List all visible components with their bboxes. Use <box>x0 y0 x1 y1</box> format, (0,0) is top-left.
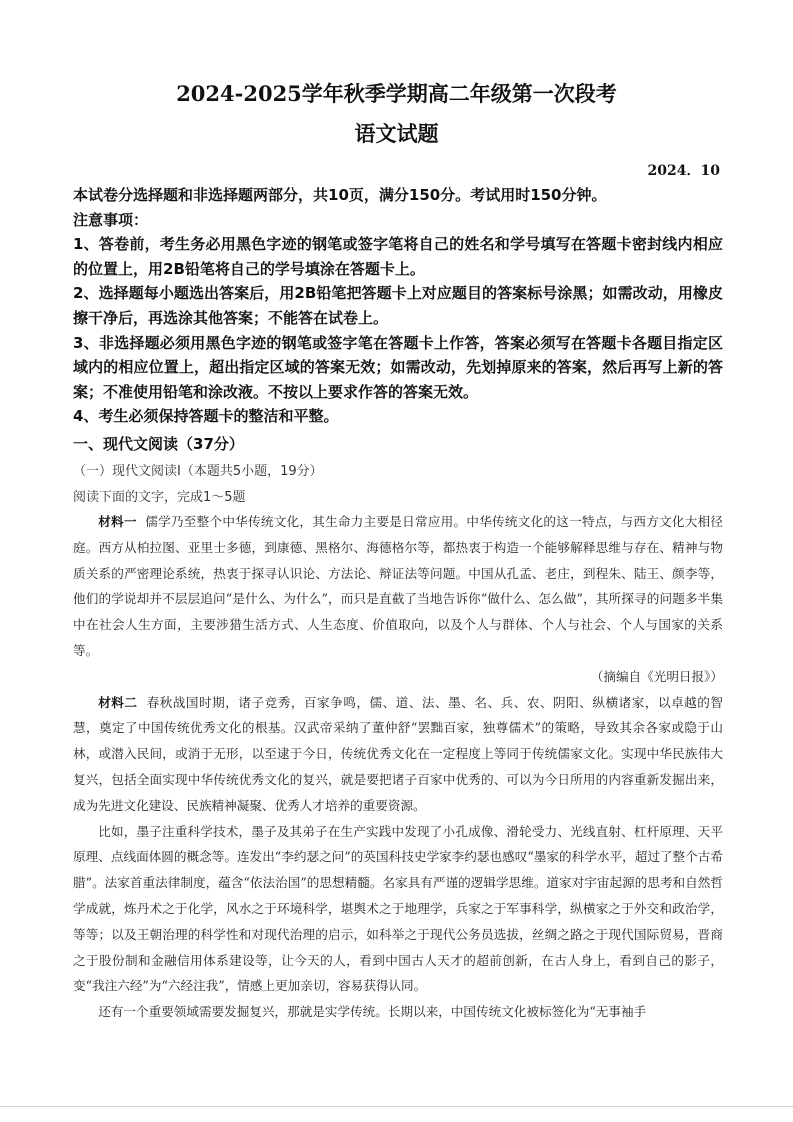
notice-item: 4、考生必须保持答题卡的整洁和平整。 <box>73 407 339 426</box>
exam-subtitle: 语文试题 <box>354 121 439 146</box>
exam-date: 2024．10 <box>647 163 720 179</box>
material-1-source: （摘编自《光明日报》） <box>590 668 723 684</box>
material-2-paragraph <box>73 690 723 819</box>
material-2-label: 材料二 <box>98 694 138 710</box>
material-1-paragraph <box>73 509 723 664</box>
reading-passage <box>73 509 723 1025</box>
material-2-text: 春秋战国时期，诸子竞秀，百家争鸣，儒、道、法、墨、名、兵、农、阴阳、纵横诸家，以卓越的智慧，奠定了中国传统优秀文化的根基。汉武帝采纳了董仲舒“罢黜百家，独尊儒术”的策略，导致其余各家或隐于山林，或潜入民间，或消于无形，以至逮于今日，传统优秀文化在一定程度上等同于传统儒家文化。实现中华民族伟大复兴，包括全面实现中华传统优秀文化的复兴，就是要把诸子百家中优秀的、可以为今日所用的内容重新发掘出来，成为先进文化建设、民族精神凝聚、优秀人才培养的重要资源。 <box>73 694 724 813</box>
page-bottom-divider <box>0 1106 793 1107</box>
material-2-paragraph: 比如，墨子注重科学技术，墨子及其弟子在生产实践中发现了小孔成像、滑轮受力、光线直射、杠杆原理、天平原理、点线面体圆的概念等。连发出“李约瑟之问”的英国科技史学家李约瑟也感叹“墨家的科学水平，超过了整个古希腊”。法家首重法律制度，蕴含“依法治国”的思想精髓。名家具有严谨的逻辑学思维。道家对宇宙起源的思考和自然哲学成就，炼丹术之于化学，风水之于环境科学，堪舆术之于地理学，兵家之于军事科学，纵横家之于外交和政治学，等等；以及王朝治理的科学性和对现代治理的启示，如科举之于现代公务员选拔，丝绸之路之于现代国际贸易，晋商之于股份制和金融信用体系建设等，让今天的人，看到中国古人天才的超前创新，在古人身上，看到自己的影子，变“我注六经”为“六经注我”，情感上更加亲切，容易获得认同。 <box>73 823 723 994</box>
notice-intro: 本试卷分选择题和非选择题两部分，共10页，满分150分。考试用时150分钟。 <box>73 186 607 204</box>
subsection-heading: （一）现代文阅读Ⅰ（本题共5小题，19分） <box>73 464 323 479</box>
section-heading: 一、现代文阅读（37分） <box>73 435 244 453</box>
exam-title: 2024-2025学年秋季学期高二年级第一次段考 <box>176 81 617 106</box>
notice-item: 2、选择题每小题选出答案后，用2B铅笔把答题卡上对应题目的答案标号涂黑；如需改动，用橡皮擦干净后，再选涂其他答案；不能答在试卷上。 <box>73 284 723 327</box>
material-2-paragraph: 还有一个重要领域需要发掘复兴，那就是实学传统。长期以来，中国传统文化被标签化为“无事袖手 <box>98 1004 647 1020</box>
material-1-label: 材料一 <box>98 514 137 529</box>
exam-notice <box>73 183 723 429</box>
material-1-text: 儒学乃至整个中华传统文化，其生命力主要是日常应用。中华传统文化的这一特点，与西方文化大相径庭。西方从柏拉图、亚里士多德，到康德、黑格尔、海德格尔等，都热衷于构造一个能够解释思维与存在、精神与物质关系的严密理论系统，热衷于探寻认识论、方法论、辩证法等问题。中国从孔孟、老庄，到程朱、陆王、颜李等，他们的学说却并不层层追问“是什么、为什么”，而只是直截了当地告诉你“做什么、怎么做”，其所探寻的问题多半集中在社会人生方面，主要涉猎生活方式、人生态度、价值取向，以及个人与群体、个人与社会、个人与国家的关系等。 <box>73 514 724 658</box>
notice-item: 3、非选择题必须用黑色字迹的钢笔或签字笔在答题卡上作答，答案必须写在答题卡各题目指定区域内的相应位置上，超出指定区域的答案无效；如需改动，先划掉原来的答案，然后再写上新的答案；不准使用铅笔和涂改液。不按以上要求作答的答案无效。 <box>73 333 723 401</box>
notice-item: 1、答卷前，考生务必用黑色字迹的钢笔或签字笔将自己的姓名和学号填写在答题卡密封线内相应的位置上，用2B铅笔将自己的学号填涂在答题卡上。 <box>73 235 723 278</box>
reading-instruction: 阅读下面的文字，完成1～5题 <box>73 490 246 505</box>
notice-heading: 注意事项： <box>73 210 149 229</box>
